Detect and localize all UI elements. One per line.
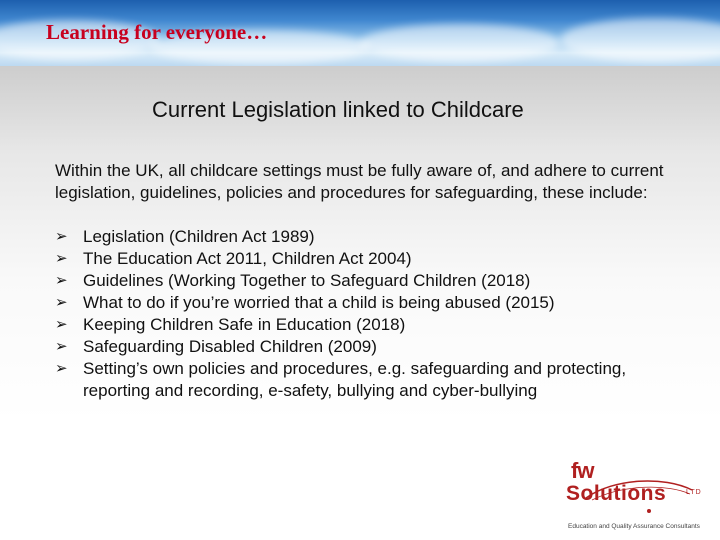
arrow-bullet-icon: ➢ [55,338,68,355]
list-item [55,358,675,402]
intro-paragraph: Within the UK, all childcare settings must be fully aware of, and adhere to current legislation, guidelines, policies and procedures for safeguarding, these include: [55,161,664,202]
list-item [55,248,675,270]
logo-solutions-text: Solutions [566,482,667,505]
logo-dot [647,509,651,513]
arrow-bullet-icon: ➢ [55,360,68,377]
bullet-text: What to do if you’re worried that a child is being abused (2015) [83,293,555,312]
bullet-text: Legislation (Children Act 1989) [83,227,315,246]
header-banner [0,0,720,66]
bullet-text: Safeguarding Disabled Children (2009) [83,337,377,356]
banner-title: Learning for everyone… [46,20,268,44]
bullet-text: Setting’s own policies and procedures, e.g. safeguarding and protecting, reporting and recording, e-safety, bullying and cyber-bullying [83,359,627,400]
bullet-list [55,226,675,402]
arrow-bullet-icon: ➢ [55,316,68,333]
arrow-bullet-icon: ➢ [55,250,68,267]
cloud-decoration [360,24,560,62]
logo-tagline: Education and Quality Assurance Consultants [568,523,700,530]
list-item [55,226,675,248]
list-item [55,270,675,292]
fw-solutions-logo [566,460,716,538]
arrow-bullet-icon: ➢ [55,272,68,289]
cloud-decoration [560,18,720,62]
list-item [55,292,675,314]
arrow-bullet-icon: ➢ [55,228,68,245]
bullet-text: Keeping Children Safe in Education (2018) [83,315,406,334]
list-item [55,336,675,358]
bullet-text: The Education Act 2011, Children Act 2004) [83,249,412,268]
bullet-text: Guidelines (Working Together to Safeguard Children (2018) [83,271,531,290]
list-item [55,314,675,336]
arrow-bullet-icon: ➢ [55,294,68,311]
logo-fw-text: fw [571,458,594,483]
slide-heading: Current Legislation linked to Childcare [152,97,524,122]
logo-ltd-text: LTD [686,489,702,496]
